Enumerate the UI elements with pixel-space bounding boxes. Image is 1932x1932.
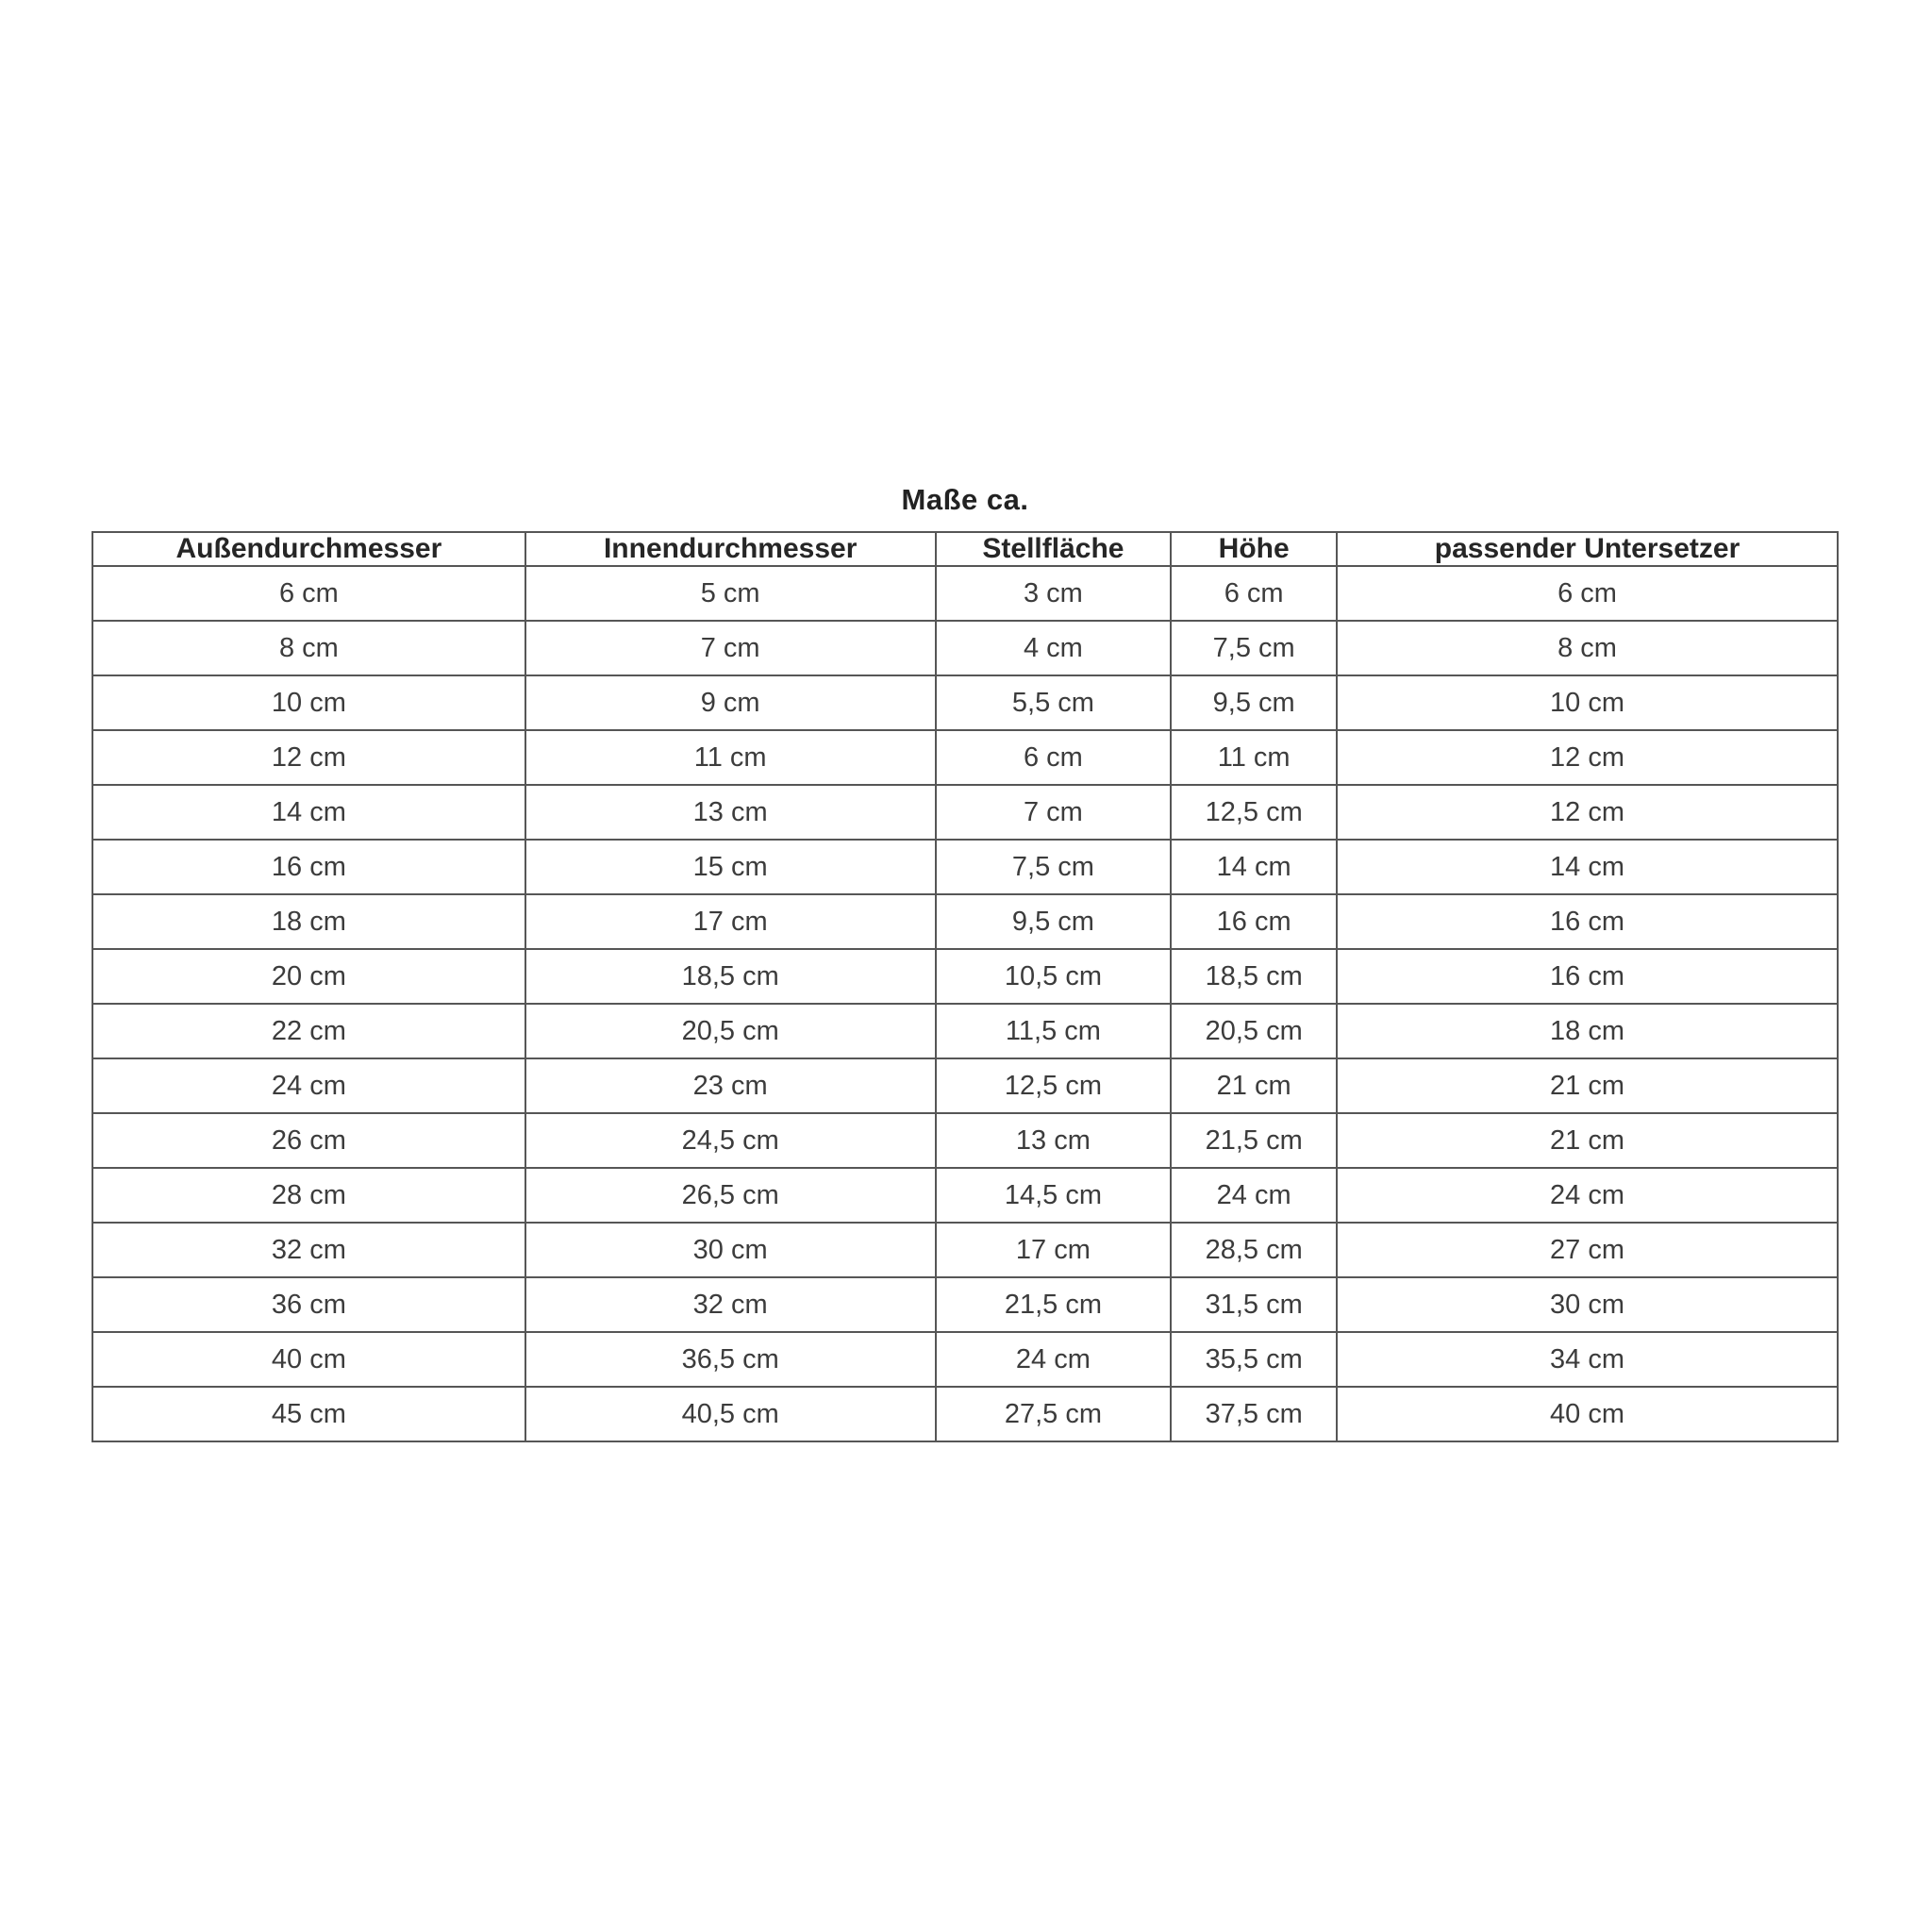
table-cell: 16 cm [92, 840, 525, 894]
table-cell: 24 cm [1337, 1168, 1838, 1223]
table-cell: 24 cm [92, 1058, 525, 1113]
table-cell: 12,5 cm [936, 1058, 1172, 1113]
table-row [92, 949, 1838, 1004]
table-cell: 17 cm [936, 1223, 1172, 1277]
table-cell: 18,5 cm [1171, 949, 1337, 1004]
table-cell: 21,5 cm [1171, 1113, 1337, 1168]
table-row [92, 1332, 1838, 1387]
header-cell: Höhe [1171, 532, 1337, 566]
table-row [92, 1004, 1838, 1058]
table-cell: 12 cm [1337, 730, 1838, 785]
table-cell: 8 cm [1337, 621, 1838, 675]
table-cell: 11,5 cm [936, 1004, 1172, 1058]
table-cell: 10 cm [92, 675, 525, 730]
table-cell: 27 cm [1337, 1223, 1838, 1277]
table-cell: 7 cm [936, 785, 1172, 840]
table-cell: 13 cm [936, 1113, 1172, 1168]
table-cell: 45 cm [92, 1387, 525, 1441]
table-row [92, 1277, 1838, 1332]
table-cell: 16 cm [1337, 949, 1838, 1004]
table-cell: 11 cm [525, 730, 936, 785]
header-cell: passender Untersetzer [1337, 532, 1838, 566]
table-cell: 14,5 cm [936, 1168, 1172, 1223]
table-cell: 40 cm [92, 1332, 525, 1387]
table-cell: 14 cm [1171, 840, 1337, 894]
table-row [92, 785, 1838, 840]
table-cell: 4 cm [936, 621, 1172, 675]
table-cell: 14 cm [92, 785, 525, 840]
table-cell: 6 cm [1171, 566, 1337, 621]
table-row [92, 894, 1838, 949]
table-cell: 9,5 cm [936, 894, 1172, 949]
table-cell: 9 cm [525, 675, 936, 730]
table-cell: 8 cm [92, 621, 525, 675]
table-cell: 14 cm [1337, 840, 1838, 894]
table-cell: 36,5 cm [525, 1332, 936, 1387]
table-cell: 21 cm [1337, 1113, 1838, 1168]
table-header [92, 532, 1838, 566]
table-cell: 26 cm [92, 1113, 525, 1168]
table-cell: 22 cm [92, 1004, 525, 1058]
table-cell: 34 cm [1337, 1332, 1838, 1387]
header-cell: Stellfläche [936, 532, 1172, 566]
table-title: Maße ca. [901, 483, 1029, 516]
table-cell: 10 cm [1337, 675, 1838, 730]
table-cell: 28 cm [92, 1168, 525, 1223]
table-cell: 21,5 cm [936, 1277, 1172, 1332]
table-cell: 6 cm [1337, 566, 1838, 621]
table-cell: 16 cm [1171, 894, 1337, 949]
table-cell: 17 cm [525, 894, 936, 949]
table-cell: 21 cm [1337, 1058, 1838, 1113]
table-cell: 20,5 cm [1171, 1004, 1337, 1058]
table-row [92, 1387, 1838, 1441]
table-cell: 30 cm [1337, 1277, 1838, 1332]
table-cell: 10,5 cm [936, 949, 1172, 1004]
table-cell: 26,5 cm [525, 1168, 936, 1223]
table-cell: 24 cm [1171, 1168, 1337, 1223]
table-cell: 21 cm [1171, 1058, 1337, 1113]
table-row [92, 1058, 1838, 1113]
table-cell: 18,5 cm [525, 949, 936, 1004]
table-cell: 27,5 cm [936, 1387, 1172, 1441]
table-row [92, 1168, 1838, 1223]
table-cell: 6 cm [92, 566, 525, 621]
table-cell: 7,5 cm [936, 840, 1172, 894]
table-cell: 28,5 cm [1171, 1223, 1337, 1277]
header-cell: Außendurchmesser [92, 532, 525, 566]
table-cell: 40,5 cm [525, 1387, 936, 1441]
table-cell: 6 cm [936, 730, 1172, 785]
table-cell: 32 cm [525, 1277, 936, 1332]
table-cell: 24,5 cm [525, 1113, 936, 1168]
table-cell: 11 cm [1171, 730, 1337, 785]
table-row [92, 621, 1838, 675]
table-row [92, 675, 1838, 730]
table-cell: 5,5 cm [936, 675, 1172, 730]
table-cell: 30 cm [525, 1223, 936, 1277]
table-body [92, 566, 1838, 1441]
table-cell: 12 cm [1337, 785, 1838, 840]
table-cell: 15 cm [525, 840, 936, 894]
table-cell: 36 cm [92, 1277, 525, 1332]
header-row [92, 532, 1838, 566]
table-cell: 37,5 cm [1171, 1387, 1337, 1441]
table-cell: 40 cm [1337, 1387, 1838, 1441]
table-cell: 35,5 cm [1171, 1332, 1337, 1387]
table-cell: 31,5 cm [1171, 1277, 1337, 1332]
table-cell: 16 cm [1337, 894, 1838, 949]
table-cell: 18 cm [1337, 1004, 1838, 1058]
measurements-table [92, 531, 1839, 1442]
table-cell: 18 cm [92, 894, 525, 949]
table-cell: 9,5 cm [1171, 675, 1337, 730]
table-cell: 20,5 cm [525, 1004, 936, 1058]
table-row [92, 730, 1838, 785]
header-cell: Innendurchmesser [525, 532, 936, 566]
table-row [92, 1223, 1838, 1277]
table-row [92, 840, 1838, 894]
table-cell: 13 cm [525, 785, 936, 840]
table-cell: 3 cm [936, 566, 1172, 621]
table-row [92, 1113, 1838, 1168]
table-cell: 12 cm [92, 730, 525, 785]
table-cell: 20 cm [92, 949, 525, 1004]
table-row [92, 566, 1838, 621]
table-cell: 7,5 cm [1171, 621, 1337, 675]
table-cell: 23 cm [525, 1058, 936, 1113]
table-cell: 24 cm [936, 1332, 1172, 1387]
table-cell: 7 cm [525, 621, 936, 675]
table-cell: 32 cm [92, 1223, 525, 1277]
table-cell: 5 cm [525, 566, 936, 621]
table-cell: 12,5 cm [1171, 785, 1337, 840]
